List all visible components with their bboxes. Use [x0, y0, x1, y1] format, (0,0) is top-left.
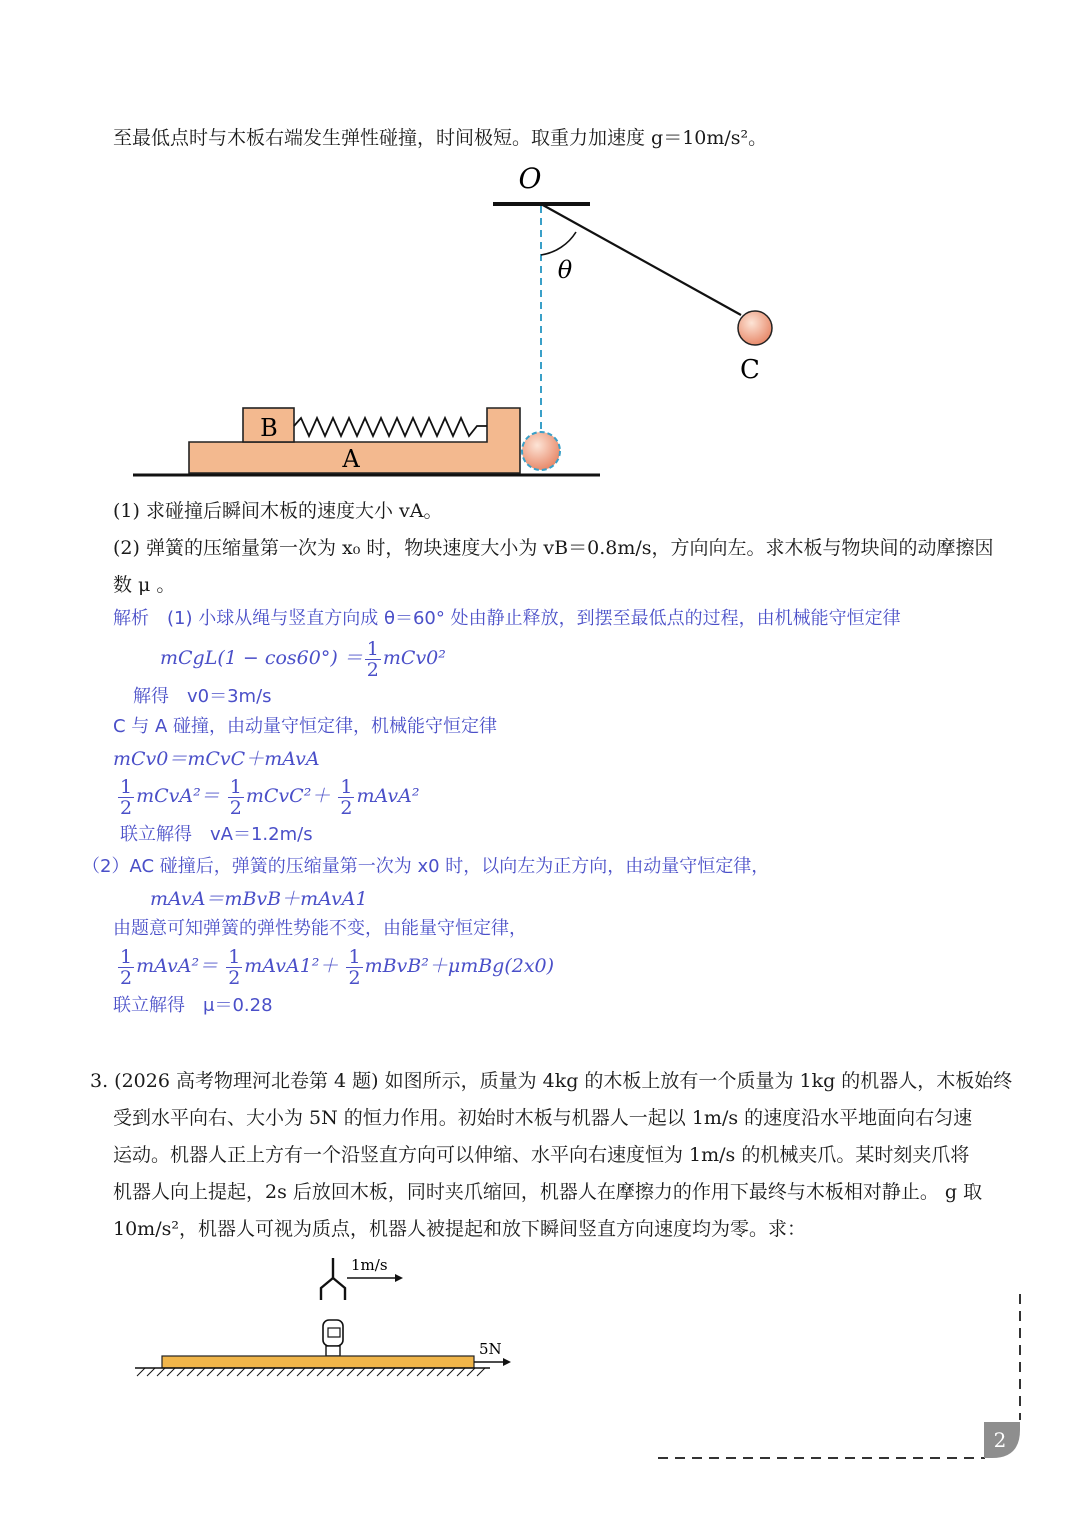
page-corner-decoration [650, 1290, 1030, 1470]
solution-line-3: 解得 v0＝3m/s [133, 686, 272, 707]
force-label: 5N [479, 1340, 502, 1358]
plank [162, 1356, 474, 1368]
problem3-line-1: 3. (2026 高考物理河北卷第 4 题) 如图所示，质量为 4kg 的木板上放有一个质量为 1kg 的机器人，木板始终 [90, 1070, 1013, 1092]
robot-body [326, 1346, 340, 1356]
ball-lowest [522, 432, 560, 470]
spring [294, 418, 487, 436]
top-text: 至最低点时与木板右端发生弹性碰撞，时间极短。取重力加速度 g＝10m/s²。 [113, 127, 768, 149]
problem3-line-2: 受到水平向右、大小为 5N 的恒力作用。初始时木板与机器人一起以 1m/s 的速度沿水平地面向右匀速 [113, 1107, 973, 1129]
speed-label: 1m/s [351, 1256, 388, 1274]
claw [321, 1278, 345, 1300]
question-2-line-1: (2) 弹簧的压缩量第一次为 x₀ 时，物块速度大小为 vB＝0.8m/s，方向向左。求木板与物块间的动摩擦因 [113, 537, 994, 559]
problem3-line-3: 运动。机器人正上方有一个沿竖直方向可以伸缩、水平向右速度恒为 1m/s 的机械夹爪。某时刻夹爪将 [113, 1144, 970, 1166]
eq1-left: mCgL(1 − cos60°) ＝ [160, 647, 363, 669]
solution-line-1: 解析 (1) 小球从绳与竖直方向成 θ＝60° 处由静止释放，到摆至最低点的过程，由机械能守恒定律 [113, 608, 901, 629]
solution-line-8: （2）AC 碰撞后，弹簧的压缩量第一次为 x0 时，以向左为正方向，由动量守恒定律， [82, 856, 770, 877]
page-number: 2 [993, 1428, 1007, 1452]
solution-eq-3: $\frac{1}{2}$ mAvA²＝ $\frac{1}{2}$ mAvA1²＋ $\frac{1}{2}$ mBvB²＋μmBg(2x0) [120, 945, 555, 989]
eq1-right: mCv0² [382, 647, 446, 669]
label-a: A [342, 445, 360, 473]
question-2-line-2: 数 μ 。 [113, 574, 176, 596]
solution-line-12: 联立解得 μ＝0.28 [113, 995, 273, 1016]
label-o: O [518, 162, 542, 195]
robot-figure [125, 1250, 525, 1390]
question-1: (1) 求碰撞后瞬间木板的速度大小 vA。 [113, 500, 443, 522]
solution-line-7: 联立解得 vA＝1.2m/s [120, 824, 313, 845]
solution-line-9: mAvA＝mBvB＋mAvA1 [150, 888, 368, 910]
solution-eq-1 [160, 635, 446, 681]
pendulum-figure [125, 160, 760, 490]
label-theta: θ [557, 256, 573, 284]
angle-arc [541, 232, 576, 255]
label-b: B [260, 414, 278, 442]
solution-line-10: 由题意可知弹簧的弹性势能不变，由能量守恒定律， [113, 918, 527, 939]
solution-line-4: C 与 A 碰撞，由动量守恒定律，机械能守恒定律 [113, 716, 498, 737]
eq1-fraction: $\frac{1}{2}$ [366, 637, 379, 681]
solution-line-5: mCv0＝mCvC＋mAvA [113, 748, 320, 770]
ground-hatch [137, 1368, 485, 1376]
ball-c [738, 311, 772, 345]
problem3-line-4: 机器人向上提起，2s 后放回木板，同时夹爪缩回，机器人在摩擦力的作用下最终与木板相对静止。 g 取 [113, 1181, 983, 1203]
problem3-line-5: 10m/s²，机器人可视为质点，机器人被提起和放下瞬间竖直方向速度均为零。求： [113, 1218, 806, 1240]
solution-eq-2: $\frac{1}{2}$ mCvA²＝ $\frac{1}{2}$ mCvC²＋ $\frac{1}{2}$ mAvA² [120, 775, 420, 819]
label-c: C [740, 355, 760, 385]
